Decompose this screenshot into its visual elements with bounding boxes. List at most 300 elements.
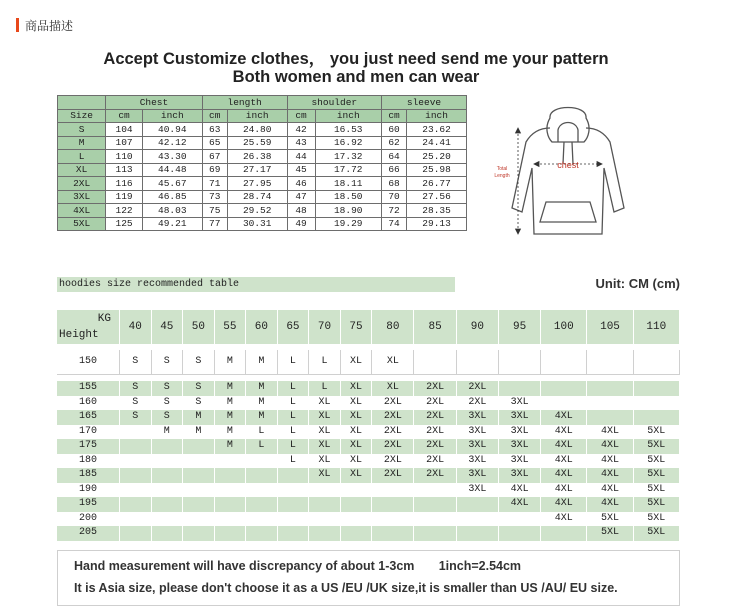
recommended-size-cell: XL xyxy=(340,350,372,375)
measurement-cell: 24.80 xyxy=(227,123,287,137)
measurement-cell: 19.29 xyxy=(315,217,382,231)
recommended-size-cell xyxy=(183,526,215,541)
recommended-size-cell: L xyxy=(277,410,309,425)
recommended-size-cell: M xyxy=(246,350,278,375)
size-cell: 4XL xyxy=(58,204,106,218)
recommended-size-cell: 5XL xyxy=(633,468,679,483)
recommended-size-cell xyxy=(183,483,215,498)
recommended-size-cell xyxy=(214,468,246,483)
measurement-cell: 27.56 xyxy=(407,190,467,204)
weight-header-cell: 110 xyxy=(633,310,679,344)
measurement-cell: 74 xyxy=(382,217,407,231)
unit-inch-header: inch xyxy=(315,109,382,123)
measurement-cell: 25.98 xyxy=(407,163,467,177)
recommended-size-cell xyxy=(340,483,372,498)
recommended-size-cell: L xyxy=(246,425,278,440)
recommended-size-cell: L xyxy=(277,439,309,454)
recommended-size-cell: 2XL xyxy=(372,410,414,425)
recommended-size-cell xyxy=(246,526,278,541)
recommended-size-cell: XL xyxy=(340,439,372,454)
recommended-size-cell xyxy=(414,483,456,498)
height-row xyxy=(57,381,680,396)
height-cell: 155 xyxy=(57,381,120,396)
weight-header-cell: 70 xyxy=(309,310,341,344)
measurement-cell: 77 xyxy=(202,217,227,231)
recommended-size-cell xyxy=(183,454,215,469)
weight-header-cell: 65 xyxy=(277,310,309,344)
recommended-size-cell xyxy=(633,410,679,425)
measurement-cell: 43 xyxy=(287,136,315,150)
recommended-size-cell: XL xyxy=(340,425,372,440)
recommended-size-cell: M xyxy=(214,350,246,375)
recommended-size-cell: M xyxy=(246,396,278,411)
recommended-size-cell: 2XL xyxy=(372,396,414,411)
recommended-size-cell xyxy=(587,381,633,396)
recommended-size-cell: S xyxy=(151,396,183,411)
recommended-size-cell: 2XL xyxy=(456,381,498,396)
height-cell: 150 xyxy=(57,350,120,375)
recommended-size-cell: S xyxy=(120,350,152,375)
weight-header-cell: 50 xyxy=(183,310,215,344)
recommended-size-cell: 5XL xyxy=(587,526,633,541)
height-cell: 180 xyxy=(57,454,120,469)
height-cell: 175 xyxy=(57,439,120,454)
measurement-cell: 73 xyxy=(202,190,227,204)
recommended-size-cell: 4XL xyxy=(541,439,587,454)
measurement-cell: 44.48 xyxy=(142,163,202,177)
measurement-cell: 64 xyxy=(382,150,407,164)
recommended-size-cell: 4XL xyxy=(587,468,633,483)
height-cell: 190 xyxy=(57,483,120,498)
measurement-cell: 42 xyxy=(287,123,315,137)
size-row xyxy=(58,136,467,150)
chest-header: Chest xyxy=(106,96,202,110)
recommended-size-cell: 5XL xyxy=(633,512,679,527)
measurement-cell: 110 xyxy=(106,150,143,164)
recommended-size-cell: 4XL xyxy=(587,483,633,498)
recommended-size-cell xyxy=(372,512,414,527)
section-accent-bar xyxy=(16,18,19,32)
unit-cm-header: cm xyxy=(202,109,227,123)
recommended-size-cell: 2XL xyxy=(414,454,456,469)
measurement-cell: 25.20 xyxy=(407,150,467,164)
measurement-cell: 18.50 xyxy=(315,190,382,204)
weight-header-cell: 75 xyxy=(340,310,372,344)
section-header xyxy=(16,16,73,34)
size-table-group-header xyxy=(58,96,467,110)
recommended-size-cell: 5XL xyxy=(633,483,679,498)
measurement-cell: 26.77 xyxy=(407,177,467,191)
sleeve-header: sleeve xyxy=(382,96,467,110)
recommended-size-cell xyxy=(151,526,183,541)
recommended-size-cell: 3XL xyxy=(456,439,498,454)
recommended-size-cell xyxy=(120,512,152,527)
recommended-size-cell xyxy=(498,512,540,527)
weight-header-cell: 90 xyxy=(456,310,498,344)
note-asia-size: It is Asia size, please don't choose it as a US /EU /UK size,it is smaller than US /AU/ EU size. xyxy=(74,581,618,595)
measurement-cell: 62 xyxy=(382,136,407,150)
recommended-size-cell: XL xyxy=(340,410,372,425)
recommended-size-cell xyxy=(277,512,309,527)
recommended-size-cell: 4XL xyxy=(498,483,540,498)
recommended-size-cell: M xyxy=(214,439,246,454)
recommended-size-cell xyxy=(277,483,309,498)
recommended-size-cell: XL xyxy=(309,396,341,411)
recommended-size-cell: M xyxy=(246,381,278,396)
height-row xyxy=(57,410,680,425)
recommended-size-cell xyxy=(414,497,456,512)
shoulder-header: shoulder xyxy=(287,96,381,110)
unit-inch-header: inch xyxy=(142,109,202,123)
recommended-size-cell xyxy=(183,497,215,512)
recommended-size-cell: L xyxy=(277,396,309,411)
recommended-size-cell xyxy=(587,410,633,425)
measurement-cell: 16.53 xyxy=(315,123,382,137)
recommended-size-cell xyxy=(120,454,152,469)
recommended-size-cell: XL xyxy=(340,454,372,469)
recommended-size-cell xyxy=(498,381,540,396)
height-cell: 170 xyxy=(57,425,120,440)
weight-header-cell: 45 xyxy=(151,310,183,344)
measurement-cell: 26.38 xyxy=(227,150,287,164)
recommended-size-cell xyxy=(246,512,278,527)
recommended-size-cell: 5XL xyxy=(587,512,633,527)
recommended-size-cell xyxy=(246,468,278,483)
recommended-size-cell xyxy=(456,350,498,375)
recommended-size-cell xyxy=(498,350,540,375)
recommended-size-cell: M xyxy=(183,425,215,440)
recommended-size-cell: 2XL xyxy=(372,439,414,454)
recommended-size-cell xyxy=(309,497,341,512)
recommended-size-cell: XL xyxy=(372,350,414,375)
recommended-size-cell xyxy=(214,497,246,512)
height-weight-size-table xyxy=(57,310,680,541)
measurement-cell: 113 xyxy=(106,163,143,177)
recommended-size-cell xyxy=(120,497,152,512)
recommended-size-cell xyxy=(120,526,152,541)
height-cell: 205 xyxy=(57,526,120,541)
recommended-size-cell: M xyxy=(214,425,246,440)
recommended-size-cell xyxy=(372,526,414,541)
measurement-cell: 18.90 xyxy=(315,204,382,218)
measurement-cell: 71 xyxy=(202,177,227,191)
recommended-size-cell: 4XL xyxy=(587,425,633,440)
measurement-cell: 104 xyxy=(106,123,143,137)
measurement-cell: 67 xyxy=(202,150,227,164)
recommended-size-cell xyxy=(587,350,633,375)
recommended-size-cell xyxy=(214,483,246,498)
recommended-size-cell xyxy=(340,526,372,541)
measurement-cell: 70 xyxy=(382,190,407,204)
weight-header-cell: 55 xyxy=(214,310,246,344)
measurement-cell: 116 xyxy=(106,177,143,191)
recommended-size-cell xyxy=(633,396,679,411)
recommended-size-cell xyxy=(151,454,183,469)
recommended-size-cell: 5XL xyxy=(633,425,679,440)
recommended-size-cell xyxy=(246,454,278,469)
recommended-size-cell: S xyxy=(151,381,183,396)
measurement-cell: 60 xyxy=(382,123,407,137)
recommended-size-cell xyxy=(214,512,246,527)
recommended-size-cell xyxy=(151,497,183,512)
height-label: Height xyxy=(59,329,99,341)
recommended-size-cell xyxy=(309,512,341,527)
measurement-cell: 30.31 xyxy=(227,217,287,231)
recommended-size-cell: M xyxy=(214,396,246,411)
recommended-size-cell xyxy=(541,396,587,411)
measurement-cell: 44 xyxy=(287,150,315,164)
recommended-size-cell xyxy=(214,526,246,541)
recommended-size-cell: XL xyxy=(309,439,341,454)
height-row xyxy=(57,350,680,375)
recommended-size-cell xyxy=(309,483,341,498)
size-header-blank xyxy=(58,96,106,110)
weight-header-cell: 95 xyxy=(498,310,540,344)
recommended-size-cell xyxy=(309,526,341,541)
weight-header-cell: 105 xyxy=(587,310,633,344)
recommended-size-cell xyxy=(120,439,152,454)
recommended-size-cell: 4XL xyxy=(498,497,540,512)
recommended-size-cell: L xyxy=(309,381,341,396)
recommended-size-cell: 2XL xyxy=(414,396,456,411)
recommended-size-cell: 3XL xyxy=(456,425,498,440)
recommended-size-cell xyxy=(120,425,152,440)
height-cell: 165 xyxy=(57,410,120,425)
height-row xyxy=(57,526,680,541)
recommended-size-cell: 4XL xyxy=(541,497,587,512)
recommended-size-cell xyxy=(541,381,587,396)
measurement-cell: 27.95 xyxy=(227,177,287,191)
height-row xyxy=(57,454,680,469)
size-table-unit-header xyxy=(58,109,467,123)
recommended-size-cell: XL xyxy=(309,425,341,440)
notes-box xyxy=(57,550,680,606)
size-cell: XL xyxy=(58,163,106,177)
recommended-size-cell xyxy=(541,350,587,375)
height-row xyxy=(57,439,680,454)
unit-cm-header: cm xyxy=(287,109,315,123)
recommended-size-cell: S xyxy=(183,396,215,411)
recommended-size-cell xyxy=(372,483,414,498)
kg-label: KG xyxy=(97,313,111,325)
recommended-size-cell: XL xyxy=(340,396,372,411)
measurement-cell: 46 xyxy=(287,177,315,191)
recommended-size-cell: 4XL xyxy=(541,483,587,498)
recommended-size-cell xyxy=(340,512,372,527)
headline-line-1: Accept Customize clothes， you just need send me your pattern xyxy=(103,50,609,68)
measurement-cell: 119 xyxy=(106,190,143,204)
recommended-size-cell: 3XL xyxy=(498,396,540,411)
unit-cm-header: cm xyxy=(382,109,407,123)
recommended-size-cell: S xyxy=(151,350,183,375)
recommended-size-cell: XL xyxy=(372,381,414,396)
measurement-cell: 69 xyxy=(202,163,227,177)
size-cell: L xyxy=(58,150,106,164)
measurement-cell: 75 xyxy=(202,204,227,218)
measurement-cell: 28.35 xyxy=(407,204,467,218)
recommended-size-cell: 4XL xyxy=(587,454,633,469)
measurement-cell: 45.67 xyxy=(142,177,202,191)
recommended-size-cell: 4XL xyxy=(587,497,633,512)
height-row xyxy=(57,512,680,527)
weight-header-cell: 85 xyxy=(414,310,456,344)
recommended-size-cell xyxy=(587,396,633,411)
weight-header-cell: 40 xyxy=(120,310,152,344)
recommended-size-cell xyxy=(246,483,278,498)
recommended-size-cell xyxy=(246,497,278,512)
recommended-size-cell: XL xyxy=(309,410,341,425)
recommended-size-cell: S xyxy=(120,381,152,396)
height-row xyxy=(57,468,680,483)
recommended-size-cell: S xyxy=(183,350,215,375)
recommended-size-cell: 3XL xyxy=(498,439,540,454)
recommended-table-title: hoodies size recommended table xyxy=(57,277,455,292)
measurement-cell: 28.74 xyxy=(227,190,287,204)
recommended-size-cell xyxy=(183,468,215,483)
size-row xyxy=(58,217,467,231)
measurement-cell: 29.13 xyxy=(407,217,467,231)
recommended-size-cell xyxy=(151,439,183,454)
unit-cm-header: cm xyxy=(106,109,143,123)
recommended-size-cell: XL xyxy=(309,454,341,469)
measurement-cell: 27.17 xyxy=(227,163,287,177)
measurement-cell: 40.94 xyxy=(142,123,202,137)
recommended-size-cell: 4XL xyxy=(587,439,633,454)
measurement-cell: 16.92 xyxy=(315,136,382,150)
recommended-size-cell: XL xyxy=(340,468,372,483)
measurement-cell: 48 xyxy=(287,204,315,218)
recommended-size-cell: S xyxy=(151,410,183,425)
recommended-size-cell: 4XL xyxy=(541,410,587,425)
recommended-size-cell: M xyxy=(214,410,246,425)
size-row xyxy=(58,190,467,204)
measurement-cell: 23.62 xyxy=(407,123,467,137)
size-column-header: Size xyxy=(58,109,106,123)
hoodie-diagram xyxy=(488,98,648,238)
measurement-cell: 68 xyxy=(382,177,407,191)
size-row xyxy=(58,150,467,164)
recommended-size-cell: M xyxy=(151,425,183,440)
recommended-size-cell xyxy=(456,512,498,527)
size-row xyxy=(58,123,467,137)
recommended-size-cell xyxy=(633,381,679,396)
size-row xyxy=(58,163,467,177)
recommended-size-cell: 2XL xyxy=(414,410,456,425)
recommended-size-cell xyxy=(183,439,215,454)
recommended-size-cell xyxy=(340,497,372,512)
measurement-cell: 125 xyxy=(106,217,143,231)
recommended-size-cell: 2XL xyxy=(414,425,456,440)
recommended-size-cell: S xyxy=(120,396,152,411)
length-header: length xyxy=(202,96,287,110)
recommended-size-cell: 2XL xyxy=(414,439,456,454)
height-cell: 160 xyxy=(57,396,120,411)
headline-line-2: Both women and men can wear xyxy=(232,68,480,86)
height-row xyxy=(57,425,680,440)
recommended-size-cell xyxy=(151,483,183,498)
recommended-size-cell xyxy=(372,497,414,512)
recommended-size-cell: 2XL xyxy=(456,396,498,411)
recommended-size-cell: XL xyxy=(340,381,372,396)
section-title: 商品描述 xyxy=(25,18,74,33)
measurement-cell: 17.32 xyxy=(315,150,382,164)
measurement-cell: 43.30 xyxy=(142,150,202,164)
measurement-cell: 18.11 xyxy=(315,177,382,191)
measurement-cell: 29.52 xyxy=(227,204,287,218)
recommended-size-cell: 3XL xyxy=(498,454,540,469)
recommended-size-cell: 4XL xyxy=(541,468,587,483)
recommended-size-cell: M xyxy=(246,410,278,425)
recommended-size-cell: 3XL xyxy=(456,483,498,498)
recommended-size-cell xyxy=(120,468,152,483)
measurement-cell: 49.21 xyxy=(142,217,202,231)
height-row xyxy=(57,396,680,411)
size-cell: M xyxy=(58,136,106,150)
recommended-size-cell: S xyxy=(120,410,152,425)
recommended-size-cell xyxy=(456,497,498,512)
recommended-size-cell: S xyxy=(183,381,215,396)
recommended-size-cell: 3XL xyxy=(456,410,498,425)
height-cell: 185 xyxy=(57,468,120,483)
recommended-size-cell: L xyxy=(246,439,278,454)
note-measurement: Hand measurement will have discrepancy of about 1-3cm 1inch=2.54cm xyxy=(74,559,522,573)
measurement-cell: 65 xyxy=(202,136,227,150)
total-length-label-2: Length xyxy=(494,173,510,179)
height-cell: 200 xyxy=(57,512,120,527)
measurement-cell: 24.41 xyxy=(407,136,467,150)
recommended-size-cell: 2XL xyxy=(372,454,414,469)
measurement-cell: 46.85 xyxy=(142,190,202,204)
recommended-size-cell: L xyxy=(309,350,341,375)
measurement-cell: 49 xyxy=(287,217,315,231)
size-cell: 3XL xyxy=(58,190,106,204)
recommended-size-cell: 4XL xyxy=(541,512,587,527)
size-cell: 2XL xyxy=(58,177,106,191)
recommended-size-cell: 3XL xyxy=(498,425,540,440)
recommended-size-cell: L xyxy=(277,425,309,440)
measurement-cell: 17.72 xyxy=(315,163,382,177)
recommended-size-cell: M xyxy=(214,381,246,396)
size-row xyxy=(58,177,467,191)
recommended-size-cell: 4XL xyxy=(541,425,587,440)
recommended-size-cell xyxy=(120,483,152,498)
weight-header-row xyxy=(57,310,680,344)
weight-header-cell: 80 xyxy=(372,310,414,344)
unit-inch-header: inch xyxy=(227,109,287,123)
size-chart-table xyxy=(57,95,467,231)
measurement-cell: 72 xyxy=(382,204,407,218)
weight-header-cell: 60 xyxy=(246,310,278,344)
recommended-size-cell: L xyxy=(277,350,309,375)
recommended-size-cell xyxy=(498,526,540,541)
recommended-size-cell xyxy=(214,454,246,469)
recommended-size-cell: 5XL xyxy=(633,497,679,512)
recommended-size-cell: 3XL xyxy=(456,468,498,483)
unit-label: Unit: CM (cm) xyxy=(595,276,680,291)
recommended-size-cell xyxy=(541,526,587,541)
recommended-size-cell: XL xyxy=(309,468,341,483)
total-length-label-1: Total xyxy=(496,166,508,172)
measurement-cell: 122 xyxy=(106,204,143,218)
measurement-cell: 47 xyxy=(287,190,315,204)
unit-inch-header: inch xyxy=(407,109,467,123)
recommended-size-cell xyxy=(151,512,183,527)
recommended-size-cell xyxy=(456,526,498,541)
height-row xyxy=(57,497,680,512)
measurement-cell: 66 xyxy=(382,163,407,177)
measurement-cell: 25.59 xyxy=(227,136,287,150)
recommended-size-cell xyxy=(414,350,456,375)
